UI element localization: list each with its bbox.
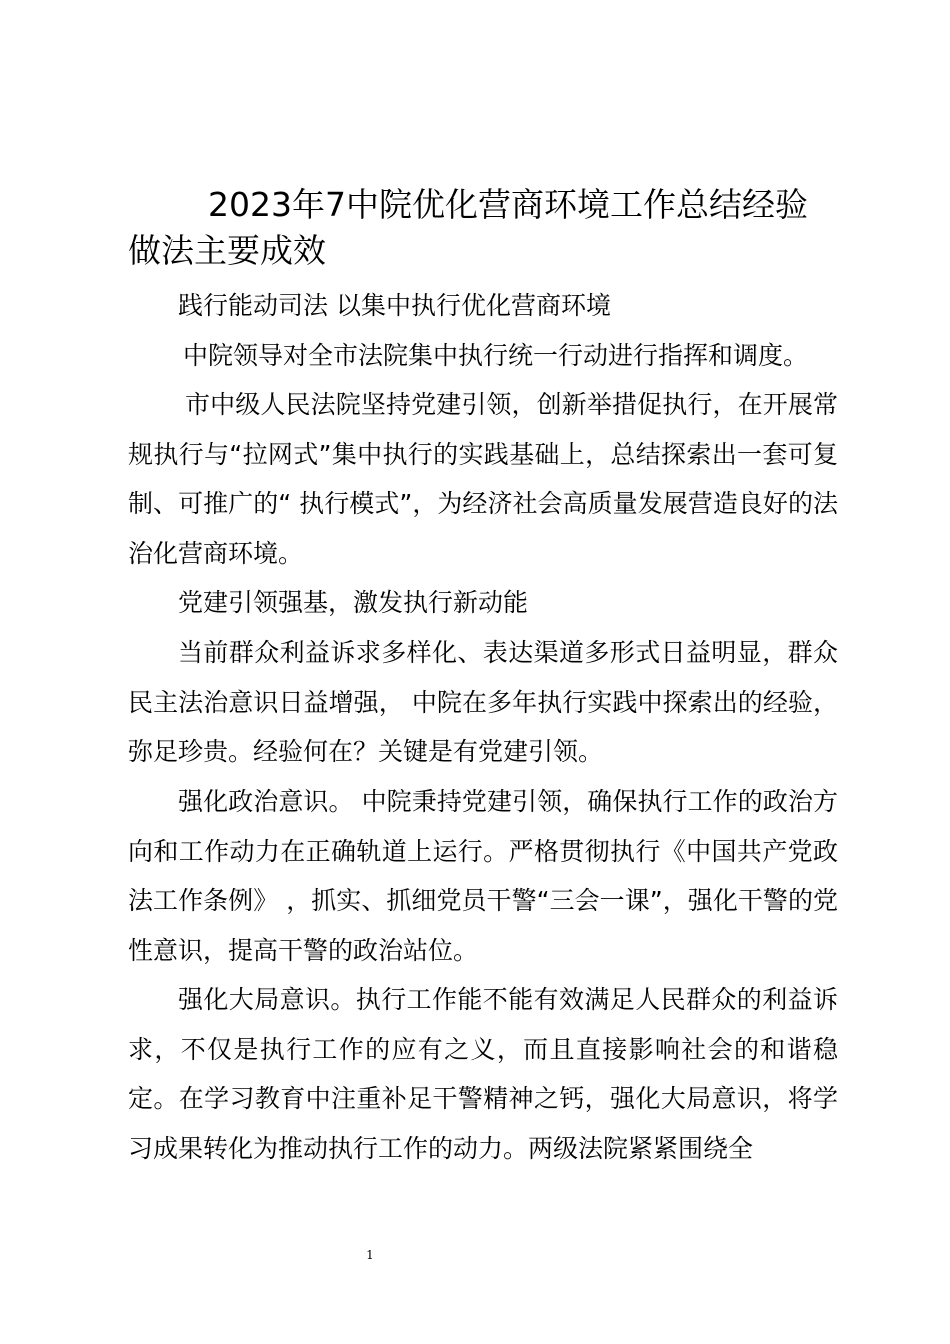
paragraph-1: 中院领导对全市法院集中执行统一行动进行指挥和调度。: [183, 341, 809, 370]
section-heading-party-building: 党建引领强基，激发执行新动能: [178, 588, 529, 617]
paragraph-2: 市中级人民法院坚持党建引领，创新举措促执行，在开展常规执行与“拉网式”集中执行的实践基础上，总结探索出一套可复制、可推广的“ 执行模式”，为经济社会高质量发展营造良好的法治化营商环境。: [128, 390, 838, 568]
paragraph-3: 当前群众利益诉求多样化、表达渠道多形式日益明显，群众民主法治意识日益增强， 中院在多年执行实践中探索出的经验，弥足珍贵。经验何在？关键是有党建引领。: [128, 638, 838, 766]
paragraph-political-awareness: 强化政治意识。 中院秉持党建引领，确保执行工作的政治方向和工作动力在正确轨道上运行。严格贯彻执行《中国共产党政法工作条例》 ，抓实、抓细党员干警“三会一课”，强化干警的党性意识，提高干警的政治站位。: [128, 787, 838, 965]
paragraph-overall-awareness: 强化大局意识。执行工作能不能有效满足人民群众的利益诉求，不仅是执行工作的应有之义，而且直接影响社会的和谐稳定。在学习教育中注重补足干警精神之钙，强化大局意识，将学习成果转化为推动执行工作的动力。两级法院紧紧围绕全: [128, 985, 838, 1163]
page-number: 1: [366, 1248, 374, 1262]
document-title: 2023年7中院优化营商环境工作总结经验做法主要成效: [128, 185, 808, 270]
document-subtitle: 践行能动司法 以集中执行优化营商环境: [178, 291, 611, 320]
